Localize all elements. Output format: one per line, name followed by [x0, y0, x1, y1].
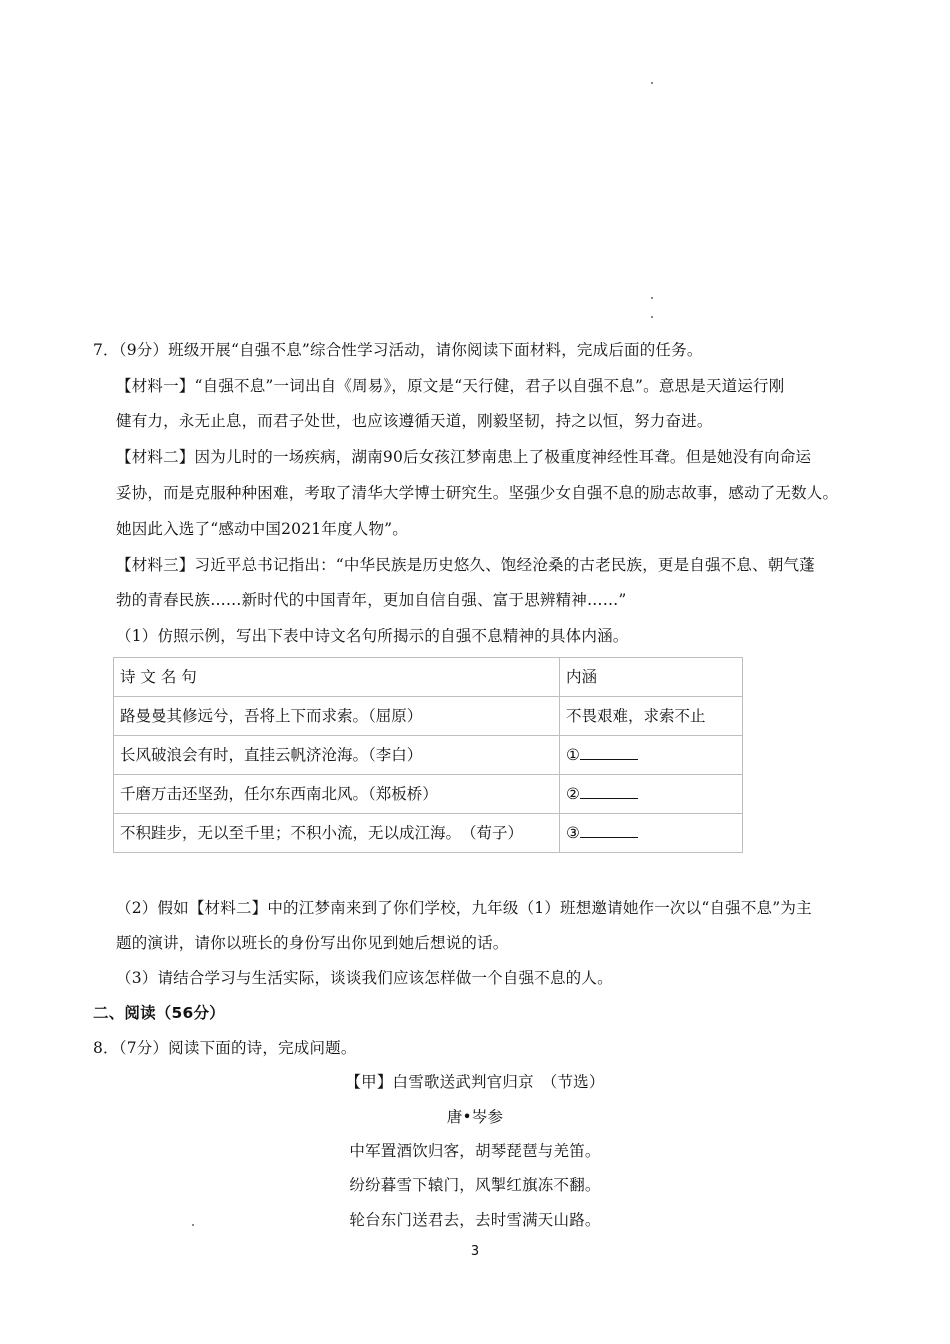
task-1-prompt: （1）仿照示例，写出下表中诗文名句所揭示的自强不息精神的具体内涵。	[116, 627, 629, 645]
material-3-line-2: 勃的青春民族……新时代的中国青年，更加自信自强、富于思辨精神……”	[116, 591, 627, 609]
answer-blank	[580, 784, 638, 799]
scan-speck	[651, 82, 653, 84]
poem-line: 中军置酒饮归客，胡琴琵琶与羌笛。	[349, 1142, 601, 1160]
answer-blank	[580, 823, 638, 838]
material-2-line-1: 【材料二】因为儿时的一场疾病，湖南90后女孩江梦南患上了极重度神经性耳聋。但是她没有向命运	[116, 448, 812, 466]
answer-blank	[580, 745, 638, 760]
scan-speck	[651, 316, 653, 318]
scan-speck	[651, 297, 653, 299]
table-row	[114, 697, 743, 736]
page-number: 3	[470, 1244, 480, 1259]
answer-marker: ①	[566, 746, 580, 764]
table-row	[114, 736, 743, 775]
verse-table	[113, 657, 743, 853]
material-1-line-1: 【材料一】“自强不息”一词出自《周易》，原文是“天行健，君子以自强不息”。意思是天道运行刚	[116, 377, 785, 395]
poem-author: 唐•岑参	[446, 1108, 504, 1126]
answer-marker: ③	[566, 824, 580, 842]
meaning-cell	[560, 775, 743, 814]
table-header-meaning: 内涵	[560, 658, 743, 697]
poem-title: 【甲】白雪歌送武判官归京 （节选）	[345, 1073, 605, 1091]
answer-marker: ②	[566, 785, 580, 803]
meaning-cell	[560, 736, 743, 775]
material-1-line-2: 健有力，永无止息，而君子处世，也应该遵循天道，刚毅坚韧，持之以恒，努力奋进。	[116, 412, 713, 430]
table-row	[114, 775, 743, 814]
verse-cell: 长风破浪会有时，直挂云帆济沧海。（李白）	[114, 736, 560, 775]
verse-cell: 不积跬步，无以至千里；不积小流，无以成江海。 （荀子）	[114, 814, 560, 853]
task-3-prompt: （3）请结合学习与生活实际，谈谈我们应该怎样做一个自强不息的人。	[116, 969, 613, 987]
task-2-line-2: 题的演讲，请你以班长的身份写出你见到她后想说的话。	[116, 934, 509, 952]
meaning-cell	[560, 814, 743, 853]
poem-line: 轮台东门送君去，去时雪满天山路。	[349, 1211, 601, 1229]
task-2-line-1: （2）假如【材料二】中的江梦南来到了你们学校，九年级（1）班想邀请她作一次以“自强不息”为主	[116, 899, 812, 917]
material-3-line-1: 【材料三】习近平总书记指出：“中华民族是历史悠久、饱经沧桑的古老民族，更是自强不息、朝气蓬	[116, 556, 815, 574]
material-2-line-2: 妥协，而是克服种种困难，考取了清华大学博士研究生。坚强少女自强不息的励志故事，感动了无数人。	[116, 484, 839, 502]
material-2-line-3: 她因此入选了“感动中国2021年度人物”。	[116, 520, 408, 538]
verse-cell: 路曼曼其修远兮，吾将上下而求索。（屈原）	[114, 697, 560, 736]
table-header-row	[114, 658, 743, 697]
table-row	[114, 814, 743, 853]
question-8-intro: 8．（7分）阅读下面的诗，完成问题。	[93, 1039, 357, 1057]
poem-line: 纷纷暮雪下辕门，风掣红旗冻不翻。	[349, 1176, 601, 1194]
verse-cell: 千磨万击还坚劲，任尔东西南北风。（郑板桥）	[114, 775, 560, 814]
meaning-cell: 不畏艰难，求索不止	[560, 697, 743, 736]
question-7-intro: 7．（9分）班级开展“自强不息”综合性学习活动，请你阅读下面材料，完成后面的任务。	[93, 341, 703, 359]
table-header-verse: 诗 文 名 句	[114, 658, 560, 697]
section-2-heading: 二、阅读（56分）	[93, 1004, 225, 1022]
